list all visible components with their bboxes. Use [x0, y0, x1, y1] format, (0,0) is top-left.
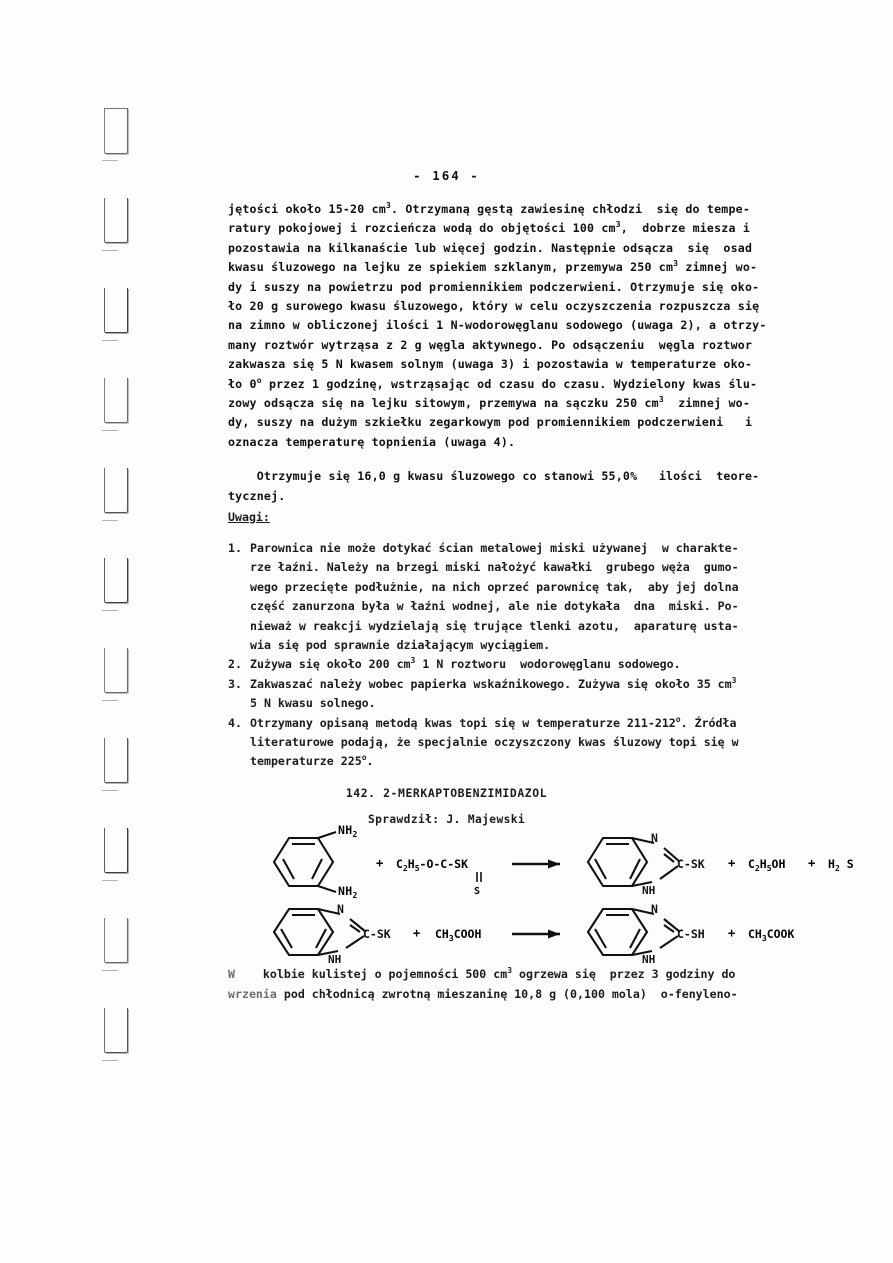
note-line	[228, 714, 868, 733]
binding-hole	[104, 198, 128, 243]
note-line	[228, 597, 868, 616]
thione-sulfur-label: S	[474, 886, 481, 897]
note-text: Zużywa się około 200 $cm^3$ 1 N roztworu wodorowęglanu sodowego.	[250, 656, 681, 672]
plus-sign-4: +	[413, 926, 421, 940]
note-number: 4.	[228, 715, 242, 730]
yield-line: tycznej.	[228, 488, 286, 503]
note-number	[228, 597, 250, 616]
body-line: ło 20 g surowego kwasu śluzowego, który w celu oczyszczenia rozpuszcza się	[228, 299, 760, 314]
note-text: część zanurzona była w łaźni wodnej, ale nie dotykała dna miski. Po-	[250, 599, 739, 614]
ring-nitrogen-label-2b: N	[651, 902, 658, 916]
note-text: temperaturze 225$^o$.	[250, 753, 374, 769]
plus-sign-2: +	[728, 856, 736, 870]
scan-artifact	[102, 160, 118, 161]
note-line	[228, 655, 868, 674]
binding-margin	[100, 100, 140, 1085]
notes-list	[228, 539, 868, 772]
note-line	[228, 617, 868, 636]
reaction-scheme-1	[250, 823, 870, 900]
binding-hole	[104, 558, 128, 603]
plus-sign-3: +	[808, 856, 816, 870]
notes-heading	[228, 510, 868, 524]
notes-heading-label: Uwagi:	[228, 510, 270, 524]
ring-nh-label-2a: NH	[328, 953, 342, 966]
section-checker: Sprawdził: J. Majewski	[368, 813, 525, 826]
ethanol-formula: $C_2H_5OH$	[748, 857, 786, 873]
binding-hole	[104, 288, 128, 333]
scan-artifact	[102, 700, 118, 701]
body-line: na zimno w obliczonej ilości 1 N-wodorowęglanu sodowego (uwaga 2), a otrzy-	[228, 318, 767, 333]
note-text: wego przecięte podłużnie, na nich oprzeć parownicę tak, aby jej dolna	[250, 579, 739, 594]
scan-artifact	[102, 250, 118, 251]
benzimidazole-ring-1	[588, 838, 680, 886]
body-line: many roztwór wytrząsa z 2 g węgla aktywnego. Po odsączeniu węgla roztwor	[228, 337, 753, 352]
scan-artifact	[102, 1060, 118, 1061]
note-number	[228, 578, 250, 597]
note-text: 5 N kwasu solnego.	[250, 696, 376, 711]
acetic-acid-formula: $CH_3COOH$	[435, 927, 482, 943]
body-line: dy, suszy na dużym szkiełku zegarkowym pod promiennikiem podczerwieni i	[228, 415, 753, 430]
binding-hole	[104, 468, 128, 513]
note-number: 3.	[228, 676, 242, 691]
binding-hole	[104, 648, 128, 693]
reaction-arrow-1	[512, 860, 560, 869]
scan-artifact	[102, 520, 118, 521]
note-text: literaturowe podają, że specjalnie oczyszczony kwas śluzowy topi się w	[250, 735, 739, 750]
ring-nh-label-2b: NH	[642, 953, 656, 966]
note-number	[228, 733, 250, 752]
note-line	[228, 558, 868, 577]
reaction-arrow-2	[512, 930, 560, 939]
body-line: zowy odsącza się na lejku sitowym, przemywa na sączku 250 $cm^3$ zimnej wo-	[228, 395, 751, 411]
ring-nitrogen-label-2a: N	[337, 902, 344, 916]
note-line	[228, 675, 868, 694]
binding-hole	[104, 108, 128, 154]
body-line: ratury pokojowej i rozcieńcza wodą do objętości 100 $cm^3$, dobrze miesza i	[228, 220, 751, 236]
note-line	[228, 539, 868, 558]
product-side-chain-1: C-SK	[677, 857, 705, 871]
reaction-1-svg	[250, 823, 870, 900]
note-number: 1.	[228, 541, 242, 555]
note-line	[228, 694, 868, 713]
closing-line: wrzenia pod chłodnicą zwrotną mieszaninę 10,8 g (0,100 mola) o-fenyleno-	[228, 986, 738, 1001]
yield-line: Otrzymuje się 16,0 g kwasu śluzowego co stanowi 55,0% ilości teore-	[228, 469, 760, 484]
body-line: dy i suszy na powietrzu pod promiennikiem podczerwieni. Otrzymuje się oko-	[228, 279, 760, 294]
note-line	[228, 578, 868, 597]
note-text: Zakwaszać należy wobec papierka wskaźnikowego. Zużywa się około 35 $cm^3$	[250, 675, 737, 691]
closing-paragraph	[228, 965, 868, 1004]
reactant-side-chain-2: C-SK	[363, 927, 391, 941]
benzimidazole-ring-2b	[588, 909, 680, 955]
note-text: rze łaźni. Należy na brzegi miski nałożyć kawałki grubego węża gumo-	[250, 560, 739, 575]
potassium-acetate-formula: $CH_3COOK$	[748, 927, 795, 943]
scan-artifact	[102, 430, 118, 431]
note-line	[228, 636, 868, 655]
body-text	[228, 200, 860, 506]
body-line: jętości około 15-20 $cm^3$. Otrzymaną gęstą zawiesinę chłodzi się do tempe-	[228, 201, 751, 216]
body-line: pozostawia na kilkanaście lub więcej godzin. Następnie odsącza się osad	[228, 240, 753, 255]
binding-hole	[104, 828, 128, 873]
binding-hole	[104, 918, 128, 963]
plus-sign-5: +	[728, 926, 736, 940]
body-line: kwasu śluzowego na lejku ze spiekiem szklanym, przemywa 250 $cm^3$ zimnej wo-	[228, 259, 758, 275]
amine-label-top: $NH_2$	[338, 823, 358, 839]
binding-hole	[104, 378, 128, 423]
reaction-scheme-2	[250, 900, 870, 966]
product-side-chain-2: C-SH	[677, 927, 705, 941]
binding-hole	[104, 1008, 128, 1053]
note-number	[228, 558, 250, 577]
note-number	[228, 636, 250, 655]
ring-nitrogen-label-1: N	[651, 831, 658, 845]
plus-sign-1: +	[376, 856, 384, 870]
xanthate-formula: $C_2H_5-O-C-SK$	[396, 857, 468, 873]
reaction-2-svg	[250, 900, 870, 968]
notes-section	[228, 510, 868, 772]
scan-artifact	[102, 610, 118, 611]
benzimidazole-ring-2a	[274, 909, 366, 955]
amine-label-bottom: $NH_2$	[338, 884, 358, 900]
hydrogen-sulfide-formula: $H_2$ S	[828, 857, 854, 873]
note-number	[228, 617, 250, 636]
section-title: 142. 2-MERKAPTOBENZIMIDAZOL	[345, 786, 548, 800]
ring-nh-label-1: NH	[642, 884, 656, 897]
scan-artifact	[102, 880, 118, 881]
note-line	[228, 733, 868, 752]
note-number	[228, 694, 250, 713]
closing-line: W kolbie kulistej o pojemności 500 $cm^3$ ogrzewa się przez 3 godziny do	[228, 966, 736, 981]
body-line: ło 0$^o$ przez 1 godzinę, wstrząsając od czasu do czasu. Wydzielony kwas ślu-	[228, 375, 758, 391]
binding-hole	[104, 738, 128, 783]
note-number	[228, 752, 250, 771]
page-number: - 164 -	[413, 168, 480, 183]
o-phenylenediamine-ring	[274, 838, 333, 886]
note-number: 2.	[228, 657, 242, 672]
body-line: oznacza temperaturę topnienia (uwaga 4).	[228, 434, 516, 449]
note-line	[228, 752, 868, 771]
scan-artifact	[102, 970, 118, 971]
body-line: zakwasza się 5 N kwasem solnym (uwaga 3) i pozostawia w temperaturze oko-	[228, 357, 753, 372]
scan-artifact	[102, 340, 118, 341]
note-text: nieważ w reakcji wydzielają się trujące tlenki azotu, aparaturę usta-	[250, 618, 739, 633]
note-text: wia się pod sprawnie działającym wyciągiem.	[250, 638, 551, 653]
note-text: Parownica nie może dotykać ścian metalowej miski używanej w charakte-	[250, 541, 739, 555]
note-text: Otrzymany opisaną metodą kwas topi się w temperaturze 211-212$^o$. Źródła	[250, 714, 737, 730]
